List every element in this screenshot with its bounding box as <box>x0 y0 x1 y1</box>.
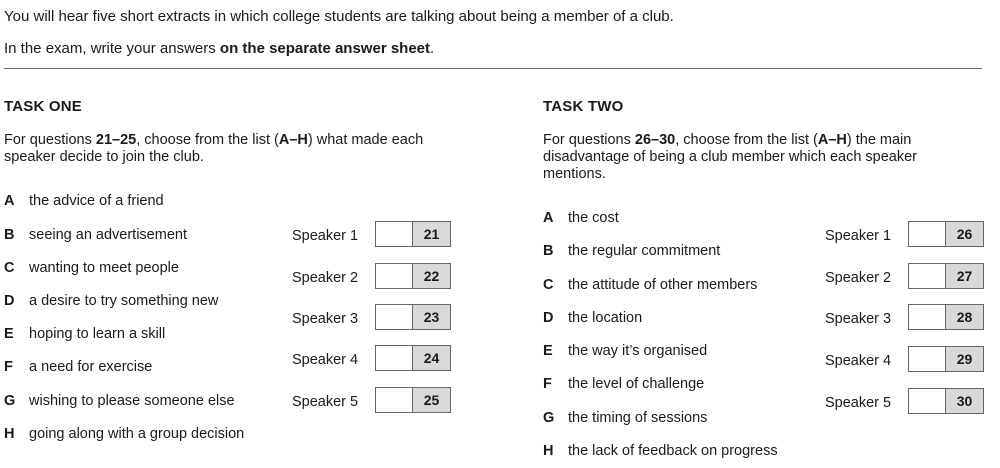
option-text: hoping to learn a skill <box>29 326 166 342</box>
answer-entry-slot[interactable] <box>376 222 413 246</box>
option-letter: D <box>4 293 15 309</box>
task-two-instructions: For questions 26–30, choose from the list (A–H) the main disadvantage of being a club member which each speaker mentions. <box>543 132 918 182</box>
answer-box[interactable] <box>908 304 984 330</box>
question-number: 25 <box>413 388 450 412</box>
answer-box[interactable] <box>375 221 451 247</box>
answer-entry-slot[interactable] <box>909 347 946 371</box>
task-one-title: TASK ONE <box>4 98 82 115</box>
option-text: the way it’s organised <box>568 343 708 359</box>
option-letter: F <box>4 359 13 375</box>
option-letter: H <box>4 426 15 442</box>
answer-box[interactable] <box>908 221 984 247</box>
option-letter: A <box>4 193 15 209</box>
option-text: going along with a group decision <box>29 426 245 442</box>
option-letter: G <box>4 393 16 409</box>
answer-entry-slot[interactable] <box>909 222 946 246</box>
question-number: 23 <box>413 305 450 329</box>
answer-box[interactable] <box>375 345 451 371</box>
answer-box[interactable] <box>908 263 984 289</box>
question-number: 30 <box>946 389 983 413</box>
question-number: 22 <box>413 264 450 288</box>
answer-box[interactable] <box>375 304 451 330</box>
option-text: the timing of sessions <box>568 410 708 426</box>
question-number: 21 <box>413 222 450 246</box>
intro-line-2 <box>4 40 434 57</box>
speaker-label: Speaker 4 <box>825 353 892 369</box>
option-letter: B <box>4 227 15 243</box>
option-letter: H <box>543 443 554 459</box>
question-number: 24 <box>413 346 450 370</box>
speaker-label: Speaker 4 <box>292 352 359 368</box>
divider-line <box>4 68 982 69</box>
option-letter: C <box>543 277 554 293</box>
answer-entry-slot[interactable] <box>376 388 413 412</box>
option-text: the level of challenge <box>568 376 705 392</box>
option-text: the location <box>568 310 643 326</box>
option-text: the advice of a friend <box>29 193 164 209</box>
option-letter: G <box>543 410 555 426</box>
answer-entry-slot[interactable] <box>376 305 413 329</box>
task-one-instructions: For questions 21–25, choose from the list (A–H) what made each speaker decide to join the club. <box>4 132 424 165</box>
speaker-label: Speaker 3 <box>292 311 359 327</box>
task-two-title: TASK TWO <box>543 98 624 115</box>
answer-box[interactable] <box>375 263 451 289</box>
answer-box[interactable] <box>908 388 984 414</box>
option-text: a desire to try something new <box>29 293 219 309</box>
option-letter: B <box>543 243 554 259</box>
question-number: 29 <box>946 347 983 371</box>
answer-entry-slot[interactable] <box>376 264 413 288</box>
option-letter: C <box>4 260 15 276</box>
intro-line-2-emphasis: on the separate answer sheet <box>219 40 431 57</box>
option-text: wishing to please someone else <box>29 393 235 409</box>
option-letter: F <box>543 376 552 392</box>
speaker-label: Speaker 5 <box>292 394 359 410</box>
question-number: 28 <box>946 305 983 329</box>
option-letter: A <box>543 210 554 226</box>
speaker-label: Speaker 1 <box>825 228 892 244</box>
answer-entry-slot[interactable] <box>909 389 946 413</box>
question-number: 26 <box>946 222 983 246</box>
answer-entry-slot[interactable] <box>909 305 946 329</box>
option-letter: E <box>4 326 14 342</box>
option-text: seeing an advertisement <box>29 227 187 243</box>
option-text: the lack of feedback on progress <box>568 443 778 459</box>
option-text: wanting to meet people <box>29 260 179 276</box>
option-text: the regular commitment <box>568 243 721 259</box>
answer-entry-slot[interactable] <box>909 264 946 288</box>
speaker-label: Speaker 2 <box>825 270 892 286</box>
answer-box[interactable] <box>375 387 451 413</box>
intro-line-2-end: . <box>430 40 435 57</box>
option-letter: D <box>543 310 554 326</box>
speaker-label: Speaker 5 <box>825 395 892 411</box>
answer-box[interactable] <box>908 346 984 372</box>
option-text: the cost <box>568 210 619 226</box>
intro-line-2-start: In the exam, write your answers <box>4 40 220 57</box>
option-text: a need for exercise <box>29 359 153 375</box>
answer-entry-slot[interactable] <box>376 346 413 370</box>
speaker-label: Speaker 2 <box>292 270 359 286</box>
option-letter: E <box>543 343 553 359</box>
option-text: the attitude of other members <box>568 277 758 293</box>
question-number: 27 <box>946 264 983 288</box>
intro-line-1: You will hear five short extracts in which college students are talking about being a member of a club. <box>4 8 674 25</box>
speaker-label: Speaker 3 <box>825 311 892 327</box>
speaker-label: Speaker 1 <box>292 228 359 244</box>
